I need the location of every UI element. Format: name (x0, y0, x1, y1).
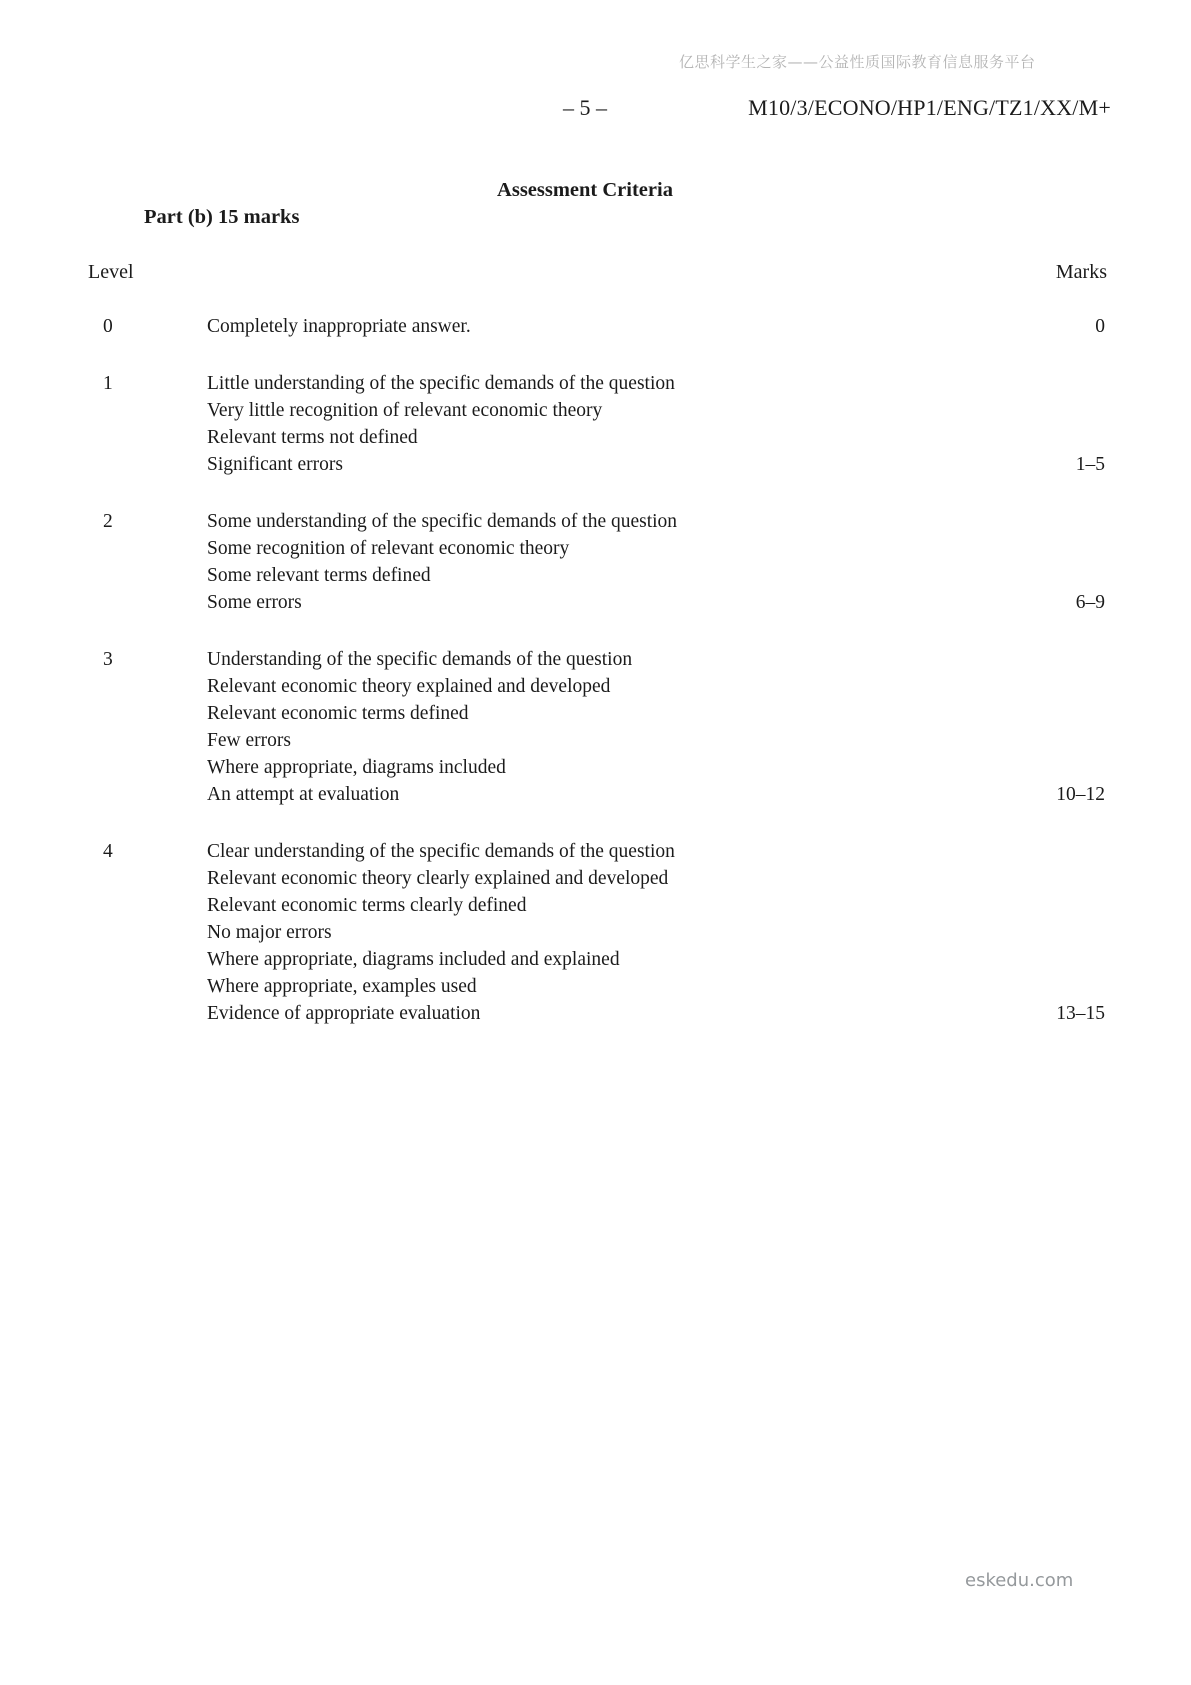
criterion-line: Some recognition of relevant economic theory (207, 538, 570, 559)
criterion-line: Where appropriate, diagrams included and explained (207, 949, 620, 970)
marks-value: 13–15 (1056, 1003, 1105, 1024)
criterion-lines (207, 646, 995, 808)
bottom-watermark-text: eskedu.com (965, 1570, 1074, 1591)
criterion-line: Relevant economic terms clearly defined (207, 895, 527, 916)
criteria-row (88, 646, 1105, 808)
criterion-line: Where appropriate, diagrams included (207, 757, 506, 778)
part-b-heading: Part (b) 15 marks (144, 206, 300, 228)
criterion-line: Relevant economic terms defined (207, 703, 469, 724)
criterion-line: No major errors (207, 922, 332, 943)
criterion-line: Some understanding of the specific demands of the question (207, 511, 678, 532)
criterion-line: Relevant economic theory explained and developed (207, 676, 611, 697)
criterion-line: Significant errors (207, 454, 343, 475)
marks-column-header: Marks (1055, 261, 1107, 283)
criteria-rows (88, 313, 1105, 1057)
level-number: 2 (103, 511, 113, 532)
criterion-line: An attempt at evaluation (207, 784, 400, 805)
marks-value: 0 (1095, 316, 1105, 337)
criterion-lines (207, 313, 995, 340)
level-number: 1 (103, 373, 113, 394)
criteria-row (88, 508, 1105, 616)
criterion-lines (207, 370, 995, 478)
criterion-line: Completely inappropriate answer. (207, 316, 471, 337)
criterion-lines (207, 508, 995, 616)
marks-value: 10–12 (1056, 784, 1105, 805)
criterion-line: Very little recognition of relevant economic theory (207, 400, 603, 421)
criterion-lines (207, 838, 995, 1027)
criterion-line: Little understanding of the specific demands of the question (207, 373, 675, 394)
criteria-row (88, 370, 1105, 478)
top-watermark-text: 亿思科学生之家——公益性质国际教育信息服务平台 (679, 53, 1036, 71)
criterion-line: Relevant terms not defined (207, 427, 418, 448)
level-number: 3 (103, 649, 113, 670)
page-number: – 5 – (563, 95, 607, 120)
level-column-header: Level (88, 261, 134, 283)
criteria-row (88, 838, 1105, 1027)
page-title: Assessment Criteria (497, 179, 673, 201)
criterion-line: Few errors (207, 730, 291, 751)
criterion-line: Some errors (207, 592, 302, 613)
criterion-line: Some relevant terms defined (207, 565, 431, 586)
criteria-row (88, 313, 1105, 340)
document-code: M10/3/ECONO/HP1/ENG/TZ1/XX/M+ (748, 95, 1111, 120)
marks-value: 1–5 (1075, 454, 1105, 475)
criterion-line: Understanding of the specific demands of the question (207, 649, 633, 670)
marks-value: 6–9 (1075, 592, 1105, 613)
criterion-line: Evidence of appropriate evaluation (207, 1003, 481, 1024)
criterion-line: Clear understanding of the specific demands of the question (207, 841, 675, 862)
level-number: 0 (103, 316, 113, 337)
level-number: 4 (103, 841, 113, 862)
criterion-line: Relevant economic theory clearly explained and developed (207, 868, 669, 889)
criterion-line: Where appropriate, examples used (207, 976, 477, 997)
